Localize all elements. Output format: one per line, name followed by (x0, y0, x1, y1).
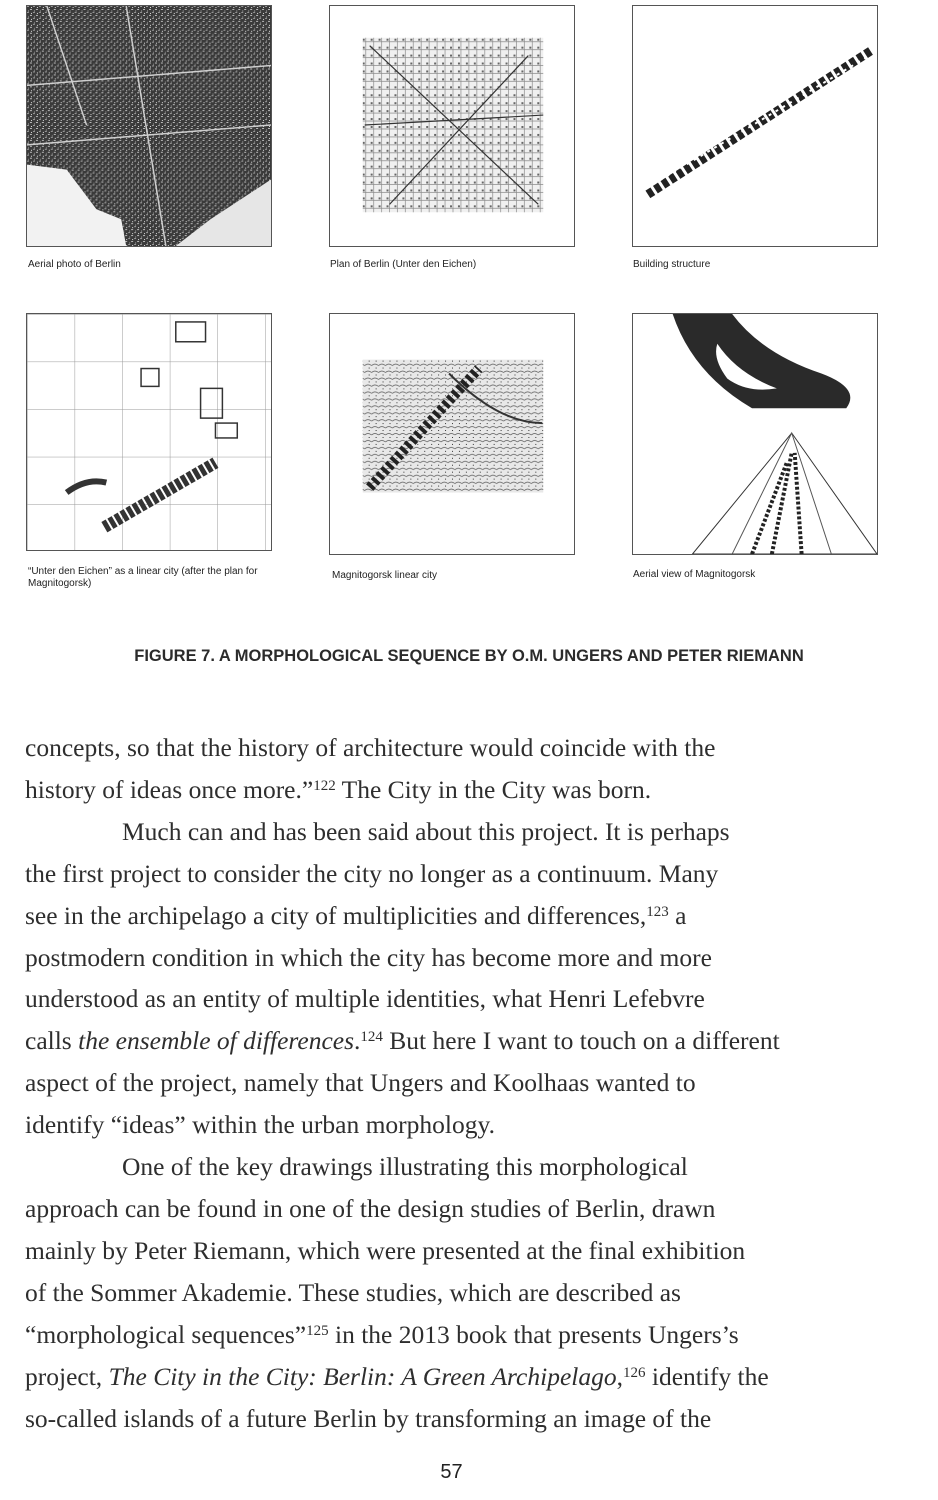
text-line: history of ideas once more.”$^{122}$ The City in the City was born. (25, 774, 652, 804)
figure-building-structure (632, 5, 878, 247)
figure-aerial-view-magnitogorsk (632, 313, 878, 555)
caption-aerial-view: Aerial view of Magnitogorsk (633, 569, 756, 580)
text-line: identify “ideas” within the urban morphology. (25, 1110, 495, 1140)
caption-linear-city: “Unter den Eichen” as a linear city (after the plan for Magnitogorsk) (28, 566, 258, 589)
footnote-ref: 125 (306, 1322, 329, 1339)
footnote-ref: 122 (313, 777, 336, 794)
figure-linear-city-plan (26, 313, 272, 551)
text-line: project, The City in the City: Berlin: A Green Archipelago,$^{126}$ identify the (25, 1361, 769, 1391)
figure-aerial-photo-berlin (26, 5, 272, 247)
text-line: understood as an entity of multiple identities, what Henri Lefebvre (25, 984, 705, 1014)
aerial-view-image (633, 314, 877, 554)
plan-image (330, 6, 574, 246)
aerial-photo-image (27, 6, 271, 246)
footnote-ref: 126 (622, 1364, 646, 1381)
figure-magnitogorsk-linear-city (329, 313, 575, 555)
figure-plan-of-berlin (329, 5, 575, 247)
text-line: calls the ensemble of differences.$^{124}$ But here I want to touch on a different (25, 1026, 780, 1056)
text-line: the first project to consider the city no longer as a continuum. Many (25, 858, 719, 888)
linear-city-image (27, 314, 271, 550)
text-line: mainly by Peter Riemann, which were presented at the final exhibition (25, 1235, 746, 1265)
footnote-ref: 123 (646, 903, 669, 920)
footnote-ref: 124 (360, 1029, 383, 1046)
text-line: postmodern condition in which the city has become more and more (25, 942, 712, 972)
paragraph-start: Much can and has been said about this project. It is perhaps (122, 816, 730, 846)
text-line: aspect of the project, namely that Ungers and Koolhaas wanted to (25, 1068, 696, 1098)
caption-plan-of-berlin: Plan of Berlin (Unter den Eichen) (330, 259, 477, 270)
text-line: see in the archipelago a city of multiplicities and differences,$^{123}$ a (25, 900, 687, 930)
caption-building-structure: Building structure (633, 259, 711, 270)
body-text (25, 727, 885, 1439)
caption-magnitogorsk-linear: Magnitogorsk linear city (332, 570, 438, 581)
caption-aerial-photo: Aerial photo of Berlin (28, 259, 121, 270)
page-number: 57 (440, 1461, 463, 1483)
text-line: so-called islands of a future Berlin by transforming an image of the (25, 1403, 712, 1433)
text-line: approach can be found in one of the design studies of Berlin, drawn (25, 1193, 716, 1223)
figure-title: FIGURE 7. A MORPHOLOGICAL SEQUENCE BY O.M. UNGERS AND PETER RIEMANN (134, 647, 804, 665)
building-structure-image (633, 6, 877, 246)
magnitogorsk-linear-image (330, 314, 574, 554)
paragraph-start: One of the key drawings illustrating this morphological (122, 1152, 688, 1182)
text-line: of the Sommer Akademie. These studies, which are described as (25, 1277, 681, 1307)
text-line: concepts, so that the history of architecture would coincide with the (25, 733, 716, 762)
text-line: “morphological sequences”$^{125}$ in the 2013 book that presents Ungers’s (25, 1319, 739, 1349)
